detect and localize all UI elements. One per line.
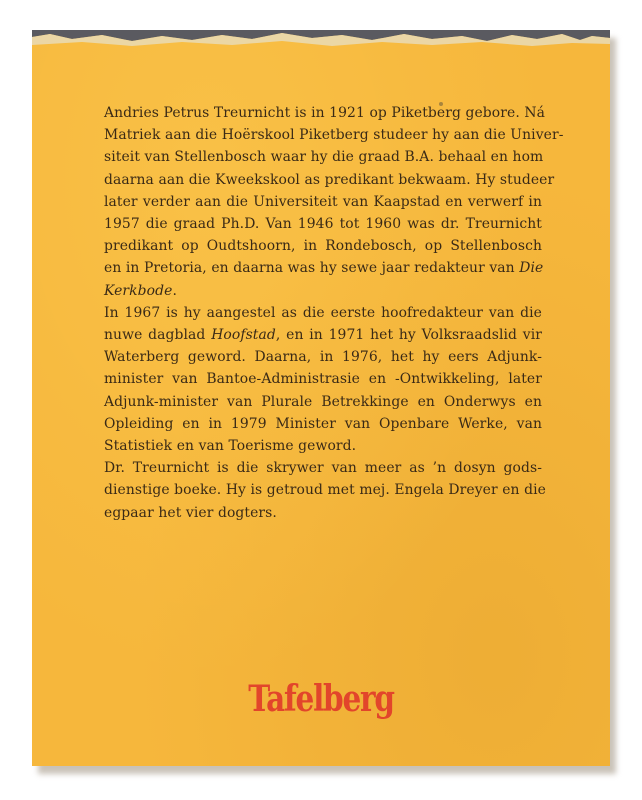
tafelberg-publisher-logo: Tafelberg [248,678,394,720]
bio-line [104,280,542,302]
bio-line: predikant op Oudtshoorn, in Rondebosch, op Stellenbosch [104,238,542,255]
bio-line: In 1967 is hy aangestel as die eerste hoofredakteur van die [104,304,542,321]
bio-line: Andries Petrus Treurnicht is in 1921 op Piketberg gebore. Ná [104,105,545,121]
bio-line: Adjunk-minister van Plurale Betrekkinge en Onderwys en [104,393,542,410]
bio-line: Matriek aan die Hoërskool Piketberg studeer hy aan die Univer- [104,127,564,144]
bio-line [104,257,542,279]
bio-line: later verder aan die Universiteit van Kaapstad en verwerf in [104,193,542,210]
bio-text: en in Pretoria, en daarna was hy sewe jaar redakteur van [104,260,515,277]
italic-title: Hoofstad [211,327,276,344]
bio-line: daarna aan die Kweekskool as predikant bekwaam. Hy studeer [104,171,555,188]
author-biography [104,102,564,524]
worn-top-edge [32,30,610,52]
bio-line: Waterberg geword. Daarna, in 1976, het hy eers Adjunk- [104,349,542,366]
bio-line: 1957 die graad Ph.D. Van 1946 tot 1960 was dr. Treurnicht [104,216,542,233]
bio-line: minister van Bantoe-Administrasie en -Ontwikkeling, later [104,371,542,388]
bio-line: dienstige boeke. Hy is getroud met mej. Engela Dreyer en die [104,482,546,499]
bio-paragraph-2 [104,302,542,457]
italic-title: Kerkbode [104,282,173,299]
bio-line: egpaar het vier dogters. [104,504,277,521]
bio-line: siteit van Stellenbosch waar hy die graad B.A. behaal en hom [104,149,544,166]
italic-title: Die [519,260,544,277]
bio-paragraph-1 [104,102,564,302]
bio-paragraph-3 [104,457,546,524]
bio-line: Dr. Treurnicht is die skrywer van meer as ’n dosyn gods- [104,460,542,477]
bio-line: Statistiek en van Toerisme geword. [104,438,357,455]
bio-line: Opleiding en in 1979 Minister van Openbare Werke, van [104,415,542,432]
bio-text: . [172,282,177,299]
bio-text: , en in 1971 het hy Volksraadslid vir [275,327,542,344]
bio-line [104,324,542,346]
bio-text: nuwe dagblad [104,327,206,344]
book-back-cover [32,30,610,766]
